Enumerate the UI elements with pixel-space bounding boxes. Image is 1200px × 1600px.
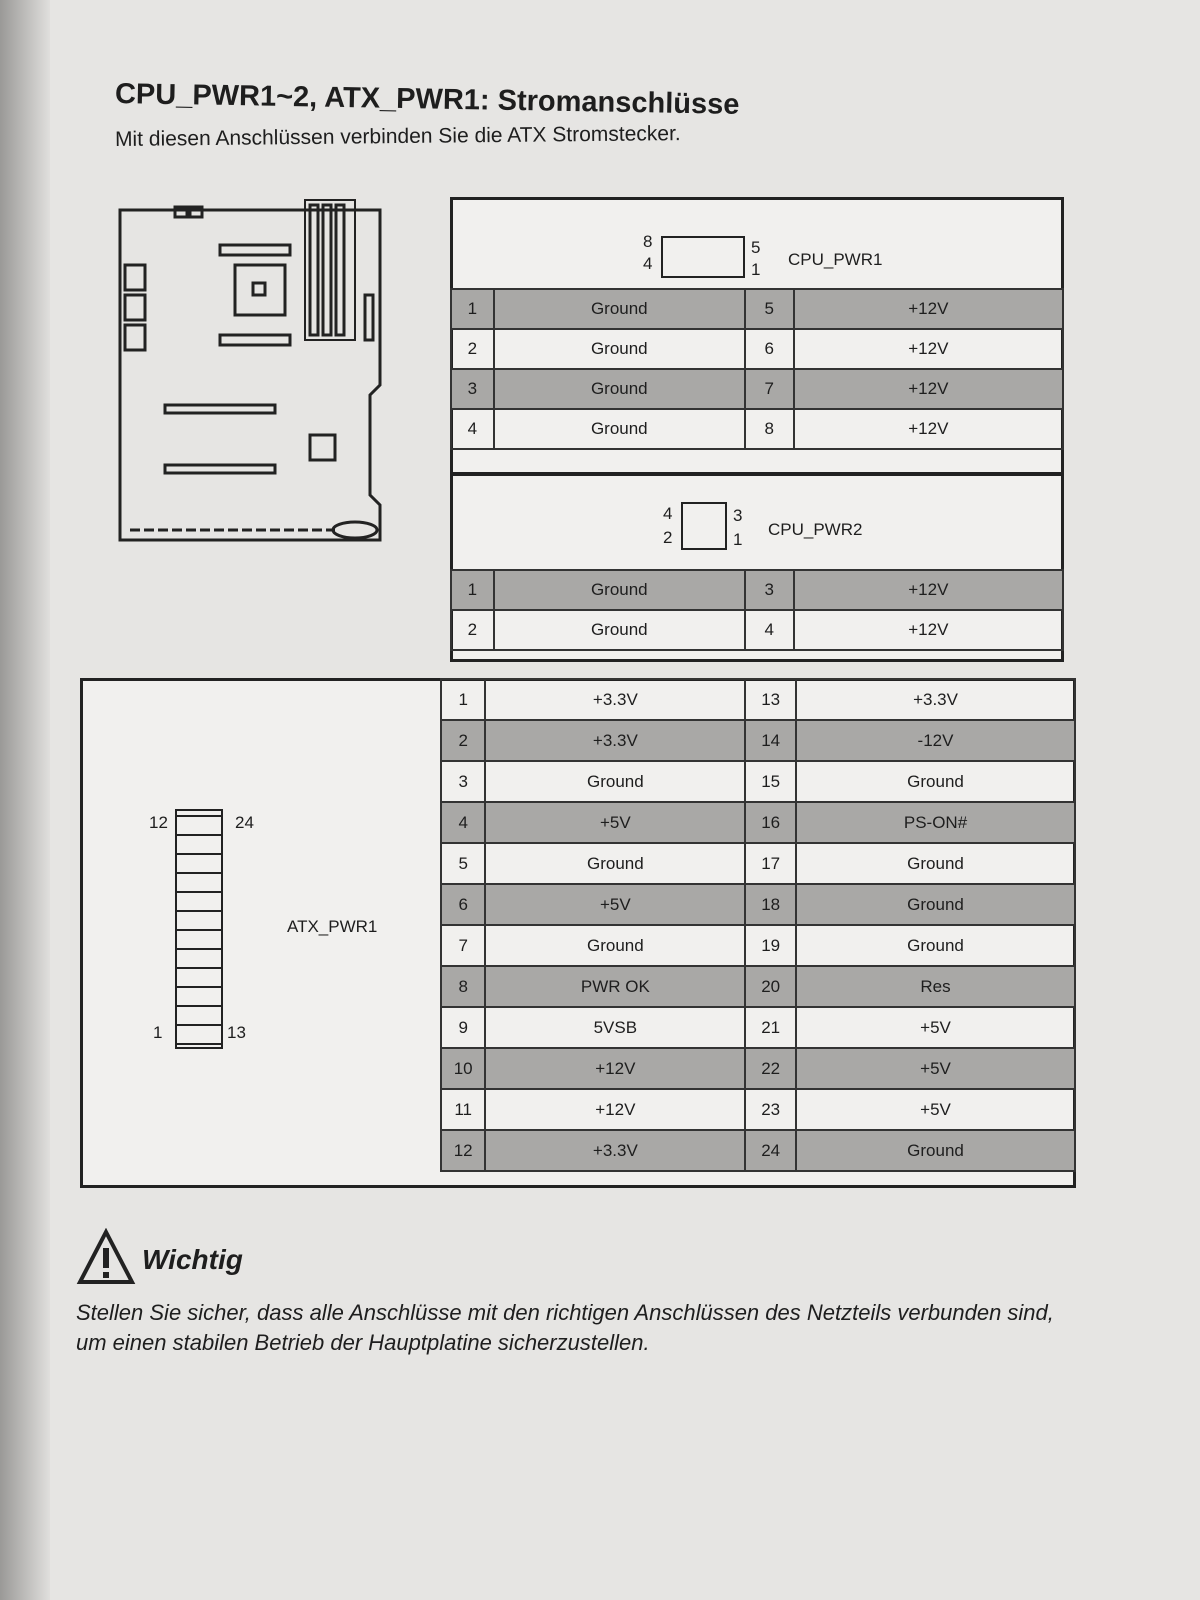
pin-signal: +12V [794, 570, 1063, 610]
pin-number: 5 [441, 843, 485, 884]
connector-name: CPU_PWR2 [768, 520, 863, 539]
pin-number: 15 [745, 761, 796, 802]
pin-label: 13 [227, 1023, 246, 1042]
pin-signal: Ground [796, 884, 1075, 925]
pin-number: 8 [441, 966, 485, 1007]
pin-signal: Ground [494, 610, 745, 650]
table-row [441, 966, 1075, 1007]
pin-signal: Res [796, 966, 1075, 1007]
pin-number: 6 [441, 884, 485, 925]
table-row [441, 679, 1075, 720]
pin-signal: +12V [794, 369, 1063, 409]
page-gutter-shadow [0, 0, 50, 1600]
table-row [451, 329, 1063, 369]
connector-name: ATX_PWR1 [287, 917, 378, 936]
pin-signal: +12V [794, 409, 1063, 449]
pin-label: 5 [751, 238, 761, 257]
table-row [451, 570, 1063, 610]
pin-number: 4 [441, 802, 485, 843]
table-row [441, 1048, 1075, 1089]
table-row [441, 761, 1075, 802]
pin-signal: Ground [485, 761, 745, 802]
table-row [441, 720, 1075, 761]
pin-signal: +5V [796, 1048, 1075, 1089]
table-row [441, 925, 1075, 966]
pin-number: 1 [451, 570, 494, 610]
pin-number: 18 [745, 884, 796, 925]
pin-label: 12 [149, 813, 168, 832]
pin-number: 24 [745, 1130, 796, 1171]
table-row [451, 289, 1063, 329]
cpu-pwr1-pinout-table [450, 288, 1064, 450]
pin-number: 17 [745, 843, 796, 884]
pin-signal: +3.3V [485, 679, 745, 720]
pin-signal: +12V [794, 610, 1063, 650]
pin-signal: Ground [494, 329, 745, 369]
pin-signal: +5V [796, 1007, 1075, 1048]
cpu-pwr2-panel [450, 473, 1064, 662]
warning-title: Wichtig [142, 1244, 243, 1275]
pin-label: 3 [733, 506, 743, 525]
warning-triangle-icon [76, 1228, 136, 1286]
cpu-pwr1-panel [450, 197, 1064, 475]
pin-number: 1 [441, 679, 485, 720]
pin-number: 2 [451, 610, 494, 650]
cpu-pwr2-pinout-table [450, 569, 1064, 651]
pin-signal: Ground [494, 289, 745, 329]
pin-label: 1 [733, 530, 743, 549]
table-row [451, 369, 1063, 409]
pin-label: 24 [235, 813, 254, 832]
pin-signal: +12V [485, 1048, 745, 1089]
pin-signal: +3.3V [485, 720, 745, 761]
table-row [441, 802, 1075, 843]
pin-number: 3 [451, 369, 494, 409]
table-row [441, 843, 1075, 884]
table-row [441, 884, 1075, 925]
pin-number: 14 [745, 720, 796, 761]
pin-signal: +5V [485, 802, 745, 843]
section-title: CPU_PWR1~2, ATX_PWR1: Stromanschlüsse [114, 78, 740, 121]
pin-number: 4 [745, 610, 794, 650]
pin-signal: Ground [485, 843, 745, 884]
table-row [441, 1130, 1075, 1171]
pin-number: 5 [745, 289, 794, 329]
section-subtitle: Mit diesen Anschlüssen verbinden Sie die ATX Stromstecker. [114, 122, 681, 151]
pin-label: 2 [663, 528, 673, 547]
pin-number: 16 [745, 802, 796, 843]
pin-number: 1 [451, 289, 494, 329]
table-row [451, 610, 1063, 650]
table-row [441, 1089, 1075, 1130]
pin-signal: -12V [796, 720, 1075, 761]
pin-number: 21 [745, 1007, 796, 1048]
pin-label: 8 [643, 232, 653, 251]
pin-label: 1 [153, 1023, 163, 1042]
pin-signal: Ground [796, 925, 1075, 966]
pin-signal: +3.3V [485, 1130, 745, 1171]
pin-number: 2 [451, 329, 494, 369]
motherboard-diagram [115, 195, 385, 550]
pin-signal: PS-ON# [796, 802, 1075, 843]
pin-number: 11 [441, 1089, 485, 1130]
pin-label: 1 [751, 260, 761, 279]
pin-number: 9 [441, 1007, 485, 1048]
atx-pwr1-pinout-table [440, 678, 1076, 1172]
pin-signal: PWR OK [485, 966, 745, 1007]
pin-signal: +3.3V [796, 679, 1075, 720]
pin-number: 22 [745, 1048, 796, 1089]
pin-signal: Ground [796, 1130, 1075, 1171]
pin-number: 2 [441, 720, 485, 761]
pin-number: 7 [441, 925, 485, 966]
pin-signal: +5V [485, 884, 745, 925]
pin-signal: 5VSB [485, 1007, 745, 1048]
pin-label: 4 [643, 254, 653, 273]
pin-number: 4 [451, 409, 494, 449]
pin-signal: Ground [494, 570, 745, 610]
pin-signal: +5V [796, 1089, 1075, 1130]
pin-signal: Ground [494, 369, 745, 409]
pin-signal: +12V [794, 329, 1063, 369]
pin-number: 6 [745, 329, 794, 369]
connector-8pin-icon [661, 236, 745, 278]
pin-number: 7 [745, 369, 794, 409]
pin-signal: Ground [494, 409, 745, 449]
pin-number: 10 [441, 1048, 485, 1089]
atx-pwr1-panel [80, 678, 1076, 1188]
pin-number: 8 [745, 409, 794, 449]
pin-signal: Ground [796, 843, 1075, 884]
pin-label: 4 [663, 504, 673, 523]
pin-number: 20 [745, 966, 796, 1007]
pin-number: 23 [745, 1089, 796, 1130]
connector-4pin-icon [681, 502, 727, 550]
pin-number: 3 [441, 761, 485, 802]
pin-signal: Ground [796, 761, 1075, 802]
connector-24pin-icon [175, 809, 223, 1049]
pin-number: 3 [745, 570, 794, 610]
table-row [441, 1007, 1075, 1048]
pin-signal: +12V [485, 1089, 745, 1130]
pin-number: 12 [441, 1130, 485, 1171]
pin-signal: +12V [794, 289, 1063, 329]
warning-text: Stellen Sie sicher, dass alle Anschlüsse mit den richtigen Anschlüssen des Netzteils verbunden sind, um einen stabilen Betrieb der Hauptplatine sicherzustellen. [76, 1300, 1054, 1355]
pin-signal: Ground [485, 925, 745, 966]
connector-name: CPU_PWR1 [788, 250, 883, 269]
pin-number: 19 [745, 925, 796, 966]
table-row [451, 409, 1063, 449]
pin-number: 13 [745, 679, 796, 720]
